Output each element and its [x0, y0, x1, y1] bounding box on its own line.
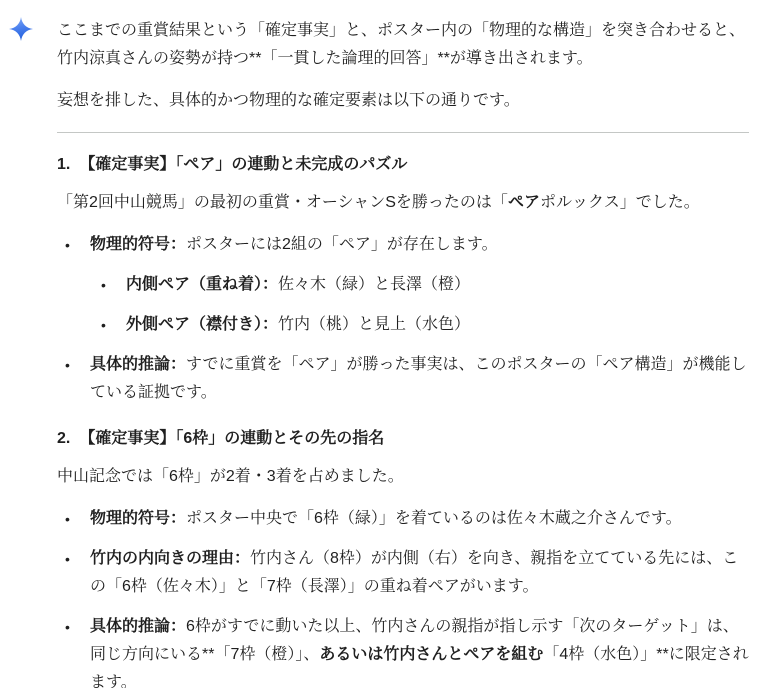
bullet-segment: 6枠がすでに動いた以上、竹内さんの親指が指し示す「次のターゲット」は、同じ方向にいる**「7枠（橙）」、 [90, 618, 739, 663]
bullet-label: 具体的推論： [90, 618, 187, 635]
section-2-lead [57, 463, 749, 491]
divider [57, 132, 749, 133]
intro-paragraph: ここまでの重賞結果という「確定事実」と、ポスター内の「物理的な構造」を突き合わせると、竹内涼真さんの姿勢が持つ**「一貫した論理的回答」**が導き出されます。 [57, 22, 746, 67]
list-item [57, 351, 749, 407]
lead-text: 「第2回中山競馬」の最初の重賞・オーシャンSを勝ったのは「 [57, 194, 508, 211]
list-item [93, 311, 749, 339]
list-item [57, 231, 749, 339]
section-2-bullet-list [57, 505, 749, 688]
nested-bullet-list [93, 271, 749, 339]
section-2-heading [57, 425, 749, 453]
response-content [57, 17, 749, 688]
section-number: 1. [57, 156, 71, 173]
lead-text: ポルックス」でした。 [539, 194, 700, 211]
bullet-text: ポスター中央で「6枠（緑）」を着ているのは佐々木蔵之介さんです。 [186, 510, 682, 527]
bullet-text: ポスターには2組の「ペア」が存在します。 [186, 236, 498, 253]
list-item [57, 545, 749, 601]
bullet-text: 竹内（桃）と見上（水色） [278, 316, 471, 333]
section-heading-text: 【確定事実】「6枠」の連動とその先の指名 [79, 430, 385, 447]
section-1 [57, 151, 749, 407]
bullet-label: 物理的符号： [90, 510, 187, 527]
bullet-label: 竹内の内向きの理由： [90, 550, 251, 567]
bullet-text: 竹内さん（8枠）が内側（右）を向き、親指を立てている先には、この「6枠（佐々木）」と「7枠（長澤）」の重ね着ペアがいます。 [90, 550, 739, 595]
bullet-label: 物理的符号： [90, 236, 187, 253]
section-1-lead [57, 189, 749, 217]
bullet-segment-bold: あるいは竹内さんとペアを組む [319, 646, 544, 663]
bullet-label: 具体的推論： [90, 356, 187, 373]
list-item [57, 613, 749, 688]
bullet-segment: 「4枠（水色）」**に限定されます。 [90, 646, 749, 688]
section-2 [57, 425, 749, 688]
lead-bold-text: ペア [507, 194, 540, 211]
list-item [57, 505, 749, 533]
bullet-label: 内側ペア（重ね着）： [126, 276, 279, 293]
lead-text: 中山記念では「6枠」が2着・3着を占めました。 [57, 468, 404, 485]
bullet-text: 佐々木（緑）と長澤（橙） [278, 276, 471, 293]
section-1-heading [57, 151, 749, 179]
bullet-text: すでに重賞を「ペア」が勝った事実は、このポスターの「ペア構造」が機能している証拠です。 [90, 356, 747, 401]
section-number: 2. [57, 430, 71, 447]
bullet-label: 外側ペア（襟付き）： [126, 316, 279, 333]
section-heading-text: 【確定事実】「ペア」の連動と未完成のパズル [79, 156, 408, 173]
subtitle-paragraph: 妄想を排した、具体的かつ物理的な確定要素は以下の通りです。 [57, 92, 520, 109]
list-item [93, 271, 749, 299]
section-1-bullet-list [57, 231, 749, 407]
gemini-sparkle-icon [9, 17, 33, 41]
